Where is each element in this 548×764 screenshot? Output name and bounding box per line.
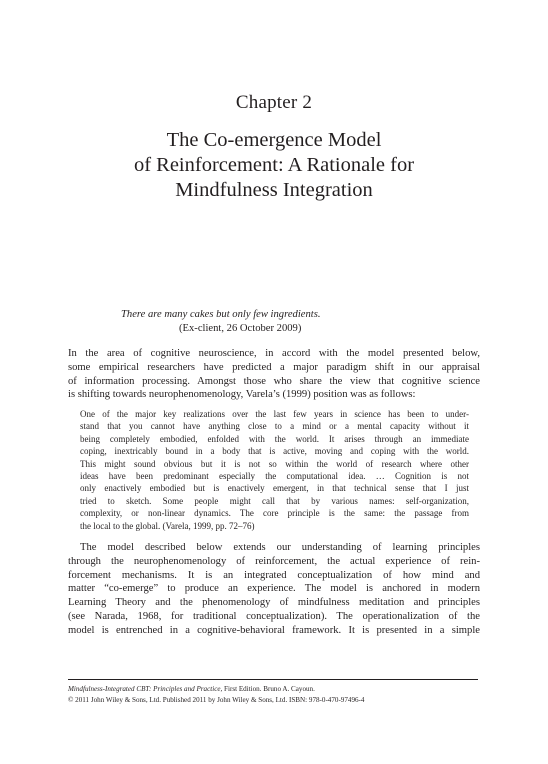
quote-line: the local to the global. (Varela, 1999, pp. 72–76) (80, 520, 255, 531)
text-line: In the area of cognitive neuroscience, in accord with the model presented below, (68, 348, 480, 359)
block-quote (80, 408, 469, 532)
text-line: Learning Theory and the phenomenology of mindfulness meditation and principles (68, 597, 480, 608)
footer-book-title: Mindfulness-Integrated CBT: Principles and Practice, (68, 685, 223, 693)
chapter-title (60, 128, 488, 203)
footer-divider (68, 679, 478, 680)
quote-line: tried to sketch. Some people might call that by various names: self-organization, (80, 495, 469, 506)
footer-citation (68, 684, 480, 695)
chapter-title-line: of Reinforcement: A Rationale for (133, 154, 415, 176)
quote-line: only enactively embodied but is enactively emergent, in that technical sense that I just (80, 483, 469, 494)
quote-line: ideas have been predominant especially the computational idea. … Cognition is not (80, 471, 469, 482)
quote-line: One of the major key realizations over the last few years in science has been to under- (80, 409, 469, 419)
chapter-title-line: The Co-emergence Model (166, 129, 382, 151)
text-line: forcement mechanisms. It is an integrated conceptualization of how mind and (68, 569, 480, 581)
epigraph (121, 308, 320, 335)
quote-line: complexity, or non-linear dynamics. The core principle is the same: the passage from (80, 508, 469, 519)
text-line: is shifting towards neurophenomenology, Varela’s (1999) position was as follows: (68, 389, 416, 401)
quote-line: stand that you cannot have anything close to a mind or a mental capacity without it (80, 421, 469, 432)
epigraph-quote: There are many cakes but only few ingredients. (121, 309, 321, 320)
quote-line: coping, inextricably bound in a body that is active, moving and coping with the world. (80, 446, 469, 457)
chapter-title-line: Mindfulness Integration (175, 179, 373, 201)
body-paragraph-2 (68, 541, 480, 637)
page-footer (68, 684, 480, 706)
text-line: some empirical researchers have predicted a major paradigm shift in our appraisal (68, 361, 480, 373)
chapter-label: Chapter 2 (235, 92, 313, 113)
quote-line: This might sound obvious but it is not so within the world of research where other (80, 458, 469, 469)
text-line: matter “co-emerge” to produce an experience. The model is anchored in modern (68, 583, 480, 595)
text-line: of information processing. Amongst those who share the view that cognitive science (68, 375, 480, 387)
body-paragraph-1 (68, 347, 480, 402)
quote-line: being completely embodied, enfolded with the world. It arises through an immediate (80, 433, 469, 444)
text-line: through the neurophenomenology of reinforcement, the actual experience of rein- (68, 555, 480, 567)
text-line: The model described below extends our understanding of learning principles (80, 542, 480, 553)
footer-copyright: © 2011 John Wiley & Sons, Ltd. Published 2011 by John Wiley & Sons, Ltd. ISBN: 978-0-470-97496-4 (68, 696, 365, 704)
epigraph-source: (Ex-client, 26 October 2009) (179, 322, 302, 334)
text-line: (see Narada, 1968, for traditional conceptualization). The operationalization of the (68, 610, 480, 622)
text-line: model is entrenched in a cognitive-behavioral framework. It is presented in a simple (68, 624, 480, 636)
footer-edition-author: First Edition. Bruno A. Cayoun. (222, 685, 315, 693)
